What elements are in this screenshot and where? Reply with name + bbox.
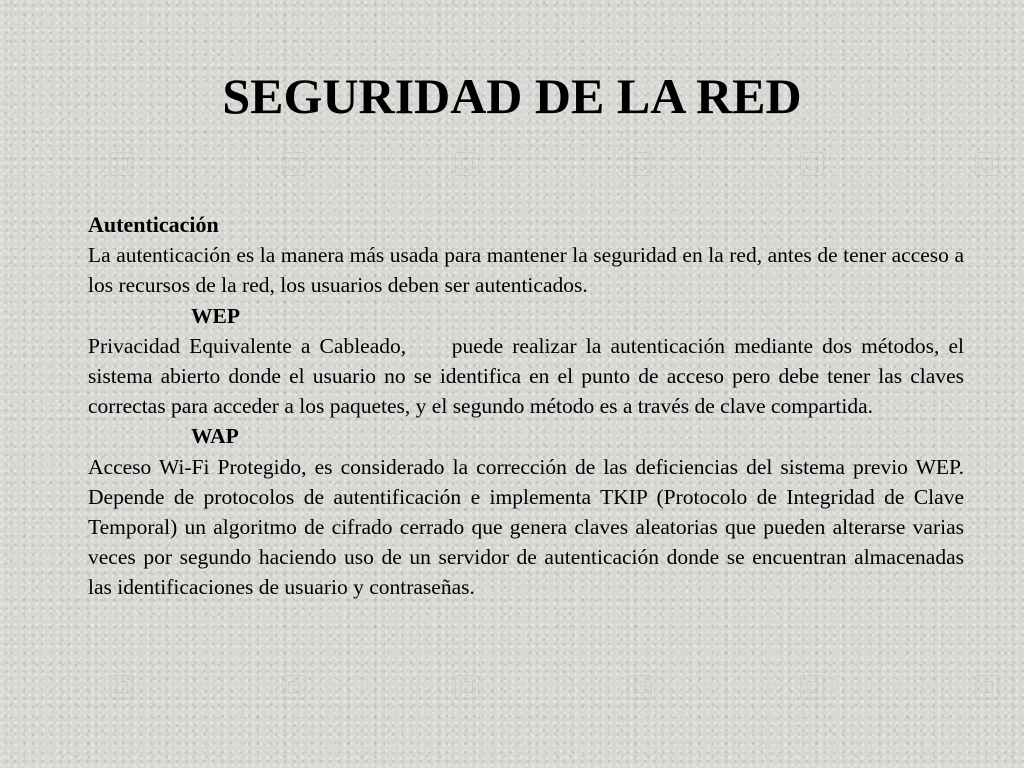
slide-body (88, 210, 970, 603)
background-pattern-icon (110, 152, 134, 176)
background-pattern-icon (455, 675, 479, 699)
background-pattern-icon (800, 152, 824, 176)
background-pattern-icon (975, 152, 999, 176)
background-pattern-icon (975, 675, 999, 699)
background-pattern-icon (455, 152, 479, 176)
paragraph-wep: Privacidad Equivalente a Cableado, puede realizar la autenticación mediante dos métodos, el sistema abierto donde el usuario no se identifica en el punto de acceso pero debe tener las claves correctas para acceder a los paquetes, y el segundo método es a través de clave compartida. (88, 333, 970, 419)
background-pattern-icon (628, 675, 652, 699)
section-heading-wep: WEP (191, 303, 240, 328)
background-pattern-icon (282, 152, 306, 176)
background-pattern-icon (110, 675, 134, 699)
section-heading-wap: WAP (191, 424, 239, 449)
section-heading-autenticacion: Autenticación (88, 212, 219, 237)
background-pattern-icon (282, 675, 306, 699)
paragraph-wap: Acceso Wi-Fi Protegido, es considerado la corrección de las deficiencias del sistema previo WEP. Depende de protocolos de autentificación e implementa TKIP (Protocolo de Integridad de Clave Temporal) un algoritmo de cifrado cerrado que genera claves aleatorias que pueden alterarse varias veces por segundo haciendo uso de un servidor de autenticación donde se encuentran almacenadas las identificaciones de usuario y contraseñas. (88, 454, 964, 600)
background-pattern-icon (800, 675, 824, 699)
slide-title: SEGURIDAD DE LA RED (222, 68, 802, 124)
background-pattern-icon (628, 152, 652, 176)
paragraph-autenticacion: La autenticación es la manera más usada para mantener la seguridad en la red, antes de tener acceso a los recursos de la red, los usuarios deben ser autenticados. (88, 243, 964, 298)
